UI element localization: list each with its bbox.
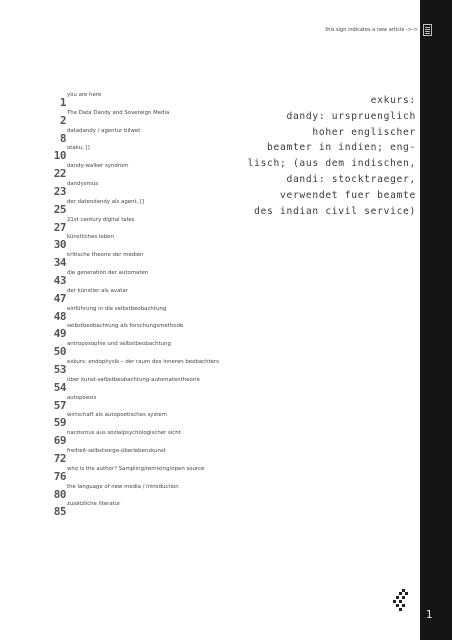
toc-page-number: 34 bbox=[53, 256, 66, 270]
toc-entry-title: otaku, [] bbox=[67, 145, 90, 152]
toc-row bbox=[52, 289, 282, 305]
excursus-line: dandi: stocktraeger, bbox=[286, 173, 416, 185]
toc-entry-title: you are here bbox=[67, 92, 102, 98]
toc-entry-title: antroposophie und selbstbeobachtung bbox=[67, 341, 171, 348]
toc-entry-title: datadandy / agentur bilwet bbox=[67, 127, 141, 134]
toc-row bbox=[52, 449, 282, 465]
toc-entry-title: exkurs: endophysik – der raum des inneren beobachters bbox=[67, 359, 219, 365]
toc-page-number: 43 bbox=[53, 274, 66, 287]
toc-entry-title: 21st century digital tales bbox=[67, 216, 135, 223]
toc-page-number: 30 bbox=[53, 238, 66, 252]
toc-entry-title: kritische theorie der medien bbox=[67, 252, 144, 259]
toc-entry-title: dandysmus bbox=[67, 181, 99, 187]
toc-row bbox=[52, 271, 282, 287]
excursus-line: hoher englischer bbox=[312, 126, 416, 138]
toc-page-number: 47 bbox=[53, 291, 66, 305]
toc-row bbox=[52, 378, 282, 394]
toc-page-number: 27 bbox=[53, 220, 66, 234]
toc-page-number: 72 bbox=[53, 452, 66, 465]
excursus-line: lisch; (aus dem indischen, bbox=[247, 158, 416, 170]
toc-page-number: 50 bbox=[53, 345, 66, 359]
toc-entry-title: der datendandy als agent, [] bbox=[67, 198, 145, 205]
toc-row bbox=[52, 218, 282, 234]
excursus-line: beamter in indien; eng- bbox=[267, 142, 416, 154]
toc-row bbox=[52, 253, 282, 269]
toc-row bbox=[52, 431, 282, 447]
toc-entry-title: einführung in die selbstbeobachtung bbox=[67, 305, 167, 312]
toc-row bbox=[52, 360, 282, 376]
toc-page-number: 8 bbox=[59, 131, 66, 145]
toc-entry-title: über kunst-selbstbeobachtung-automatentheorie bbox=[67, 376, 200, 383]
toc-row bbox=[52, 307, 282, 323]
toc-page-number: 49 bbox=[53, 327, 66, 341]
toc-page-number: 69 bbox=[53, 434, 66, 448]
toc-entry-title: freiheit-selbstsorge-überlebenskunst bbox=[67, 448, 166, 454]
toc-entry-title: zusätzliche literatur bbox=[67, 501, 121, 508]
arrow-mark-icon bbox=[389, 587, 415, 613]
toc-entry-title: die generation der automaten bbox=[67, 270, 149, 276]
toc-page-number: 80 bbox=[53, 487, 66, 501]
toc-entry-title: selbstbeobachtung als forschungsmethode bbox=[67, 323, 184, 330]
toc-page-number: 54 bbox=[53, 380, 66, 394]
toc-row bbox=[52, 235, 282, 251]
page-number: 1 bbox=[425, 608, 433, 621]
toc-row bbox=[52, 413, 282, 429]
toc-entry-title: who is the author? Sampling/remixing/open source bbox=[67, 465, 205, 472]
toc-page-number: 25 bbox=[53, 202, 66, 216]
toc-row bbox=[52, 502, 282, 518]
toc-page-number: 1 bbox=[59, 96, 66, 109]
toc-entry-title: autopoesis bbox=[67, 394, 97, 401]
toc-page-number: 10 bbox=[53, 149, 66, 163]
toc-page-number: 57 bbox=[53, 398, 66, 412]
toc-entry-title: wirtschaft als autopoetisches system bbox=[67, 412, 167, 419]
toc-row bbox=[52, 396, 282, 412]
toc-entry-title: dandy-walker syndrom bbox=[67, 163, 129, 170]
toc-page-number: 85 bbox=[53, 505, 66, 519]
toc-page-number: 2 bbox=[59, 113, 66, 127]
excursus-line: des indian civil service) bbox=[254, 205, 416, 217]
toc-entry-title: der künstler als avatar bbox=[67, 287, 128, 294]
page-icon bbox=[423, 24, 432, 36]
excursus-heading: exkurs: bbox=[370, 95, 416, 106]
toc-page-number: 48 bbox=[53, 309, 66, 323]
toc-row bbox=[52, 342, 282, 358]
excursus-line: verwendet fuer beamte bbox=[280, 189, 416, 201]
toc-page-number: 59 bbox=[53, 416, 66, 430]
toc-entry-title: künstliches leben bbox=[67, 234, 114, 241]
toc-page-number: 23 bbox=[53, 185, 66, 198]
excursus-block bbox=[200, 93, 416, 219]
toc-entry-title: narzismus aus sozialpsychologischer sicht bbox=[67, 430, 181, 437]
excursus-line: dandy: urspruenglich bbox=[286, 110, 416, 122]
toc-page-number: 53 bbox=[53, 363, 66, 376]
toc-entry-title: the language of new media / introduction bbox=[67, 483, 179, 490]
toc-row bbox=[52, 467, 282, 483]
toc-row bbox=[52, 485, 282, 501]
toc-entry-title: The Data Dandy and Sovereign Media bbox=[67, 109, 170, 116]
toc-page-number: 22 bbox=[53, 167, 66, 181]
toc-page-number: 76 bbox=[53, 469, 66, 483]
toc-row bbox=[52, 324, 282, 340]
right-sidebar bbox=[420, 0, 452, 640]
new-article-note: this sign indicates a new article ->-> bbox=[325, 27, 418, 33]
